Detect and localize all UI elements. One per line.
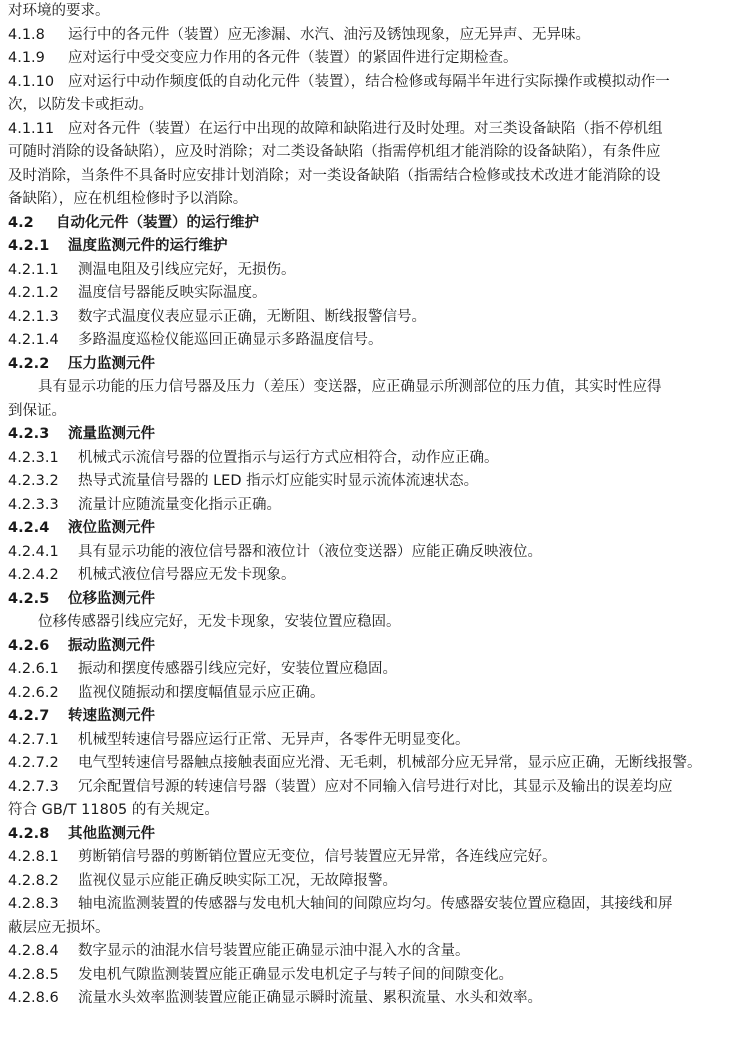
clause-text: 监视仪显示应能正确反映实际工况，无故障报警。 <box>78 872 397 889</box>
clause-line <box>8 71 740 95</box>
continuation-line <box>8 165 740 189</box>
clause-text: 备缺陷），应在机组检修时予以消除。 <box>8 191 248 207</box>
clause-line <box>8 846 740 870</box>
clause-text: 流量计应随流量变化指示正确。 <box>78 496 281 513</box>
continuation-line <box>8 611 740 635</box>
section-heading <box>8 423 740 447</box>
clause-number: 4.2.8.4 <box>8 943 59 959</box>
continuation-line <box>8 94 740 118</box>
continuation-line <box>8 376 740 400</box>
clause-text: 应对运行中动作频度低的自动化元件（装置），结合检修或每隔半年进行实际操作或模拟动作一 <box>68 73 670 90</box>
clause-line <box>8 24 740 48</box>
clause-text: 应对各元件（装置）在运行中出现的故障和缺陷进行及时处理。对三类设备缺陷（指不停机组 <box>68 120 663 137</box>
clause-number: 4.2.4.2 <box>8 567 59 583</box>
clause-number: 4.2.2 <box>8 355 50 372</box>
continuation-line <box>8 799 740 823</box>
clause-text: 监视仪随振动和摆度幅值显示应正确。 <box>78 684 325 701</box>
clause-text: 具有显示功能的压力信号器及压力（差压）变送器，应正确显示所测部位的压力值，其实时性应得 <box>38 379 662 395</box>
clause-number: 4.2.7.1 <box>8 731 59 748</box>
clause-text: 振动监测元件 <box>68 637 155 654</box>
clause-text: 可随时消除的设备缺陷），应及时消除；对二类设备缺陷（指需停机组才能消除的设备缺陷），有条件应 <box>8 144 661 160</box>
clause-line <box>8 306 740 330</box>
clause-text: 运行中的各元件（装置）应无渗漏、水汽、油污及锈蚀现象，应无异声、无异味。 <box>68 26 590 43</box>
clause-text: 转速监测元件 <box>68 708 155 724</box>
clause-text: 其他监测元件 <box>68 825 155 842</box>
section-heading <box>8 635 740 659</box>
clause-number: 4.2.4.1 <box>8 543 59 560</box>
clause-text: 测温电阻及引线应完好，无损伤。 <box>78 261 296 278</box>
clause-text: 振动和摆度传感器引线应完好，安装位置应稳固。 <box>78 661 397 677</box>
clause-number: 4.2.8.3 <box>8 896 59 912</box>
section-heading <box>8 517 740 541</box>
clause-text: 蔽层应无损坏。 <box>8 919 110 936</box>
clause-number: 4.2.1.4 <box>8 332 59 348</box>
clause-text: 位移传感器引线应完好，无发卡现象，安装位置应稳固。 <box>38 614 401 630</box>
clause-text: 多路温度巡检仪能巡回正确显示多路温度信号。 <box>78 332 383 348</box>
continuation-line <box>8 141 740 165</box>
clause-text: 及时消除，当条件不具备时应安排计划消除；对一类设备缺陷（指需结合检修或技术改进才能消除的设 <box>8 167 661 184</box>
clause-number: 4.2.1.2 <box>8 285 59 301</box>
clause-line <box>8 658 740 682</box>
clause-number: 4.2 <box>8 214 34 231</box>
section-heading <box>8 235 740 259</box>
clause-number: 4.1.9 <box>8 50 45 66</box>
clause-text: 发电机气隙监测装置应能正确显示发电机定子与转子间的间隙变化。 <box>78 966 513 983</box>
clause-line <box>8 259 740 283</box>
clause-number: 4.1.8 <box>8 26 45 43</box>
clause-line <box>8 870 740 894</box>
clause-text: 自动化元件（装置）的运行维护 <box>56 214 259 231</box>
continuation-line <box>8 188 740 212</box>
clause-text: 机械型转速信号器应运行正常、无异声，各零件无明显变化。 <box>78 731 470 748</box>
clause-text: 温度信号器能反映实际温度。 <box>78 285 267 301</box>
clause-text: 压力监测元件 <box>68 355 155 372</box>
continuation-line <box>8 400 740 424</box>
clause-text: 机械式液位信号器应无发卡现象。 <box>78 567 296 583</box>
clause-text: 热导式流量信号器的 LED 指示灯应能实时显示流体流速状态。 <box>78 473 479 489</box>
clause-text: 数字式温度仪表应显示正确，无断阻、断线报警信号。 <box>78 308 426 325</box>
clause-line <box>8 447 740 471</box>
clause-text: 具有显示功能的液位信号器和液位计（液位变送器）应能正确反映液位。 <box>78 543 542 560</box>
clause-line <box>8 494 740 518</box>
clause-text: 流量监测元件 <box>68 426 155 442</box>
clause-line <box>8 729 740 753</box>
clause-number: 4.2.8.6 <box>8 990 59 1006</box>
clause-line <box>8 893 740 917</box>
clause-number: 4.2.8.5 <box>8 966 59 983</box>
clause-line <box>8 987 740 1011</box>
clause-line <box>8 776 740 800</box>
clause-text: 到保证。 <box>8 402 66 419</box>
clause-text: 对环境的要求。 <box>8 3 110 19</box>
clause-text: 机械式示流信号器的位置指示与运行方式应相符合，动作应正确。 <box>78 449 499 466</box>
clause-number: 4.2.8 <box>8 825 50 842</box>
clause-text: 轴电流监测装置的传感器与发电机大轴间的间隙应均匀。传感器安装位置应稳固，其接线和屏 <box>78 896 673 912</box>
clause-line <box>8 940 740 964</box>
clause-number: 4.2.1 <box>8 238 50 254</box>
clause-line <box>8 682 740 706</box>
clause-line <box>8 964 740 988</box>
clause-line <box>8 752 740 776</box>
clause-text: 流量水头效率监测装置应能正确显示瞬时流量、累积流量、水头和效率。 <box>78 990 542 1006</box>
clause-number: 4.2.1.1 <box>8 261 59 278</box>
clause-text: 剪断销信号器的剪断销位置应无变位，信号装置应无异常，各连线应完好。 <box>78 849 557 865</box>
clause-number: 4.2.7.2 <box>8 755 59 771</box>
clause-text: 符合 GB/T 11805 的有关规定。 <box>8 802 219 818</box>
clause-line <box>8 564 740 588</box>
clause-number: 4.2.4 <box>8 520 50 536</box>
clause-text: 次，以防发卡或拒动。 <box>8 97 153 113</box>
clause-number: 4.2.8.2 <box>8 872 59 889</box>
clause-number: 4.1.10 <box>8 73 55 90</box>
clause-number: 4.2.3.2 <box>8 473 59 489</box>
clause-number: 4.2.1.3 <box>8 308 59 325</box>
clause-number: 4.2.3.1 <box>8 449 59 466</box>
continuation-line <box>8 917 740 941</box>
clause-number: 4.2.6.1 <box>8 661 59 677</box>
clause-number: 4.2.8.1 <box>8 849 59 865</box>
clause-line <box>8 329 740 353</box>
section-heading <box>8 588 740 612</box>
clause-line <box>8 541 740 565</box>
continuation-line <box>8 0 740 24</box>
clause-number: 4.2.3 <box>8 426 50 442</box>
clause-text: 冗余配置信号源的转速信号器（装置）应对不同输入信号进行对比，其显示及输出的误差均应 <box>78 778 673 795</box>
section-heading <box>8 212 740 236</box>
section-heading <box>8 705 740 729</box>
clause-text: 数字显示的油混水信号装置应能正确显示油中混入水的含量。 <box>78 943 470 959</box>
clause-text: 电气型转速信号器触点接触表面应光滑、无毛刺，机械部分应无异常，显示应正确，无断线报警。 <box>78 755 702 771</box>
clause-number: 4.2.7.3 <box>8 778 59 795</box>
clause-text: 应对运行中受交变应力作用的各元件（装置）的紧固件进行定期检查。 <box>68 50 518 66</box>
clause-number: 4.2.6 <box>8 637 50 654</box>
section-heading <box>8 823 740 847</box>
clause-text: 液位监测元件 <box>68 520 155 536</box>
clause-number: 4.2.5 <box>8 590 50 607</box>
clause-line <box>8 118 740 142</box>
clause-line <box>8 282 740 306</box>
clause-number: 4.2.6.2 <box>8 684 59 701</box>
section-heading <box>8 353 740 377</box>
clause-text: 位移监测元件 <box>68 590 155 607</box>
clause-line <box>8 47 740 71</box>
clause-line <box>8 470 740 494</box>
clause-text: 温度监测元件的运行维护 <box>68 238 228 254</box>
clause-number: 4.2.7 <box>8 708 50 724</box>
clause-number: 4.1.11 <box>8 120 55 137</box>
clause-number: 4.2.3.3 <box>8 496 59 513</box>
